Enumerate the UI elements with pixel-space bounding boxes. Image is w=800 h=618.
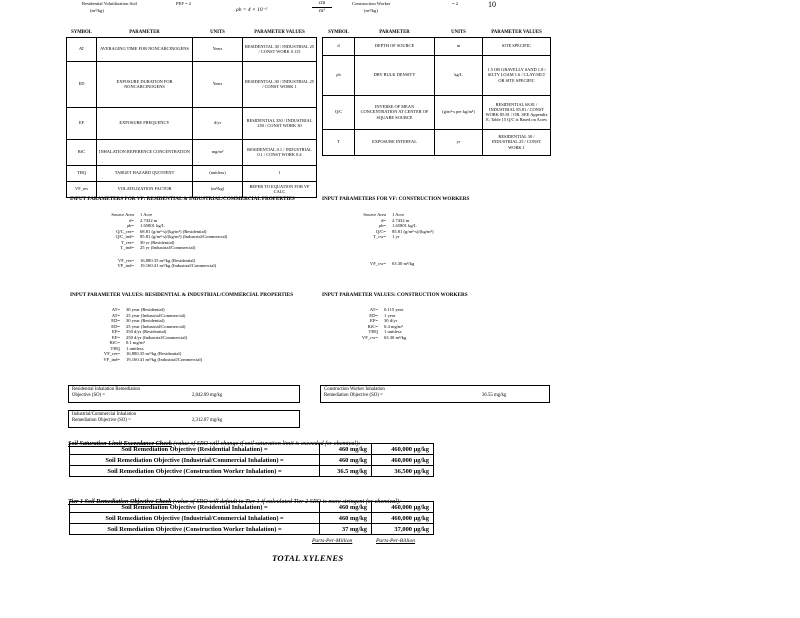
symbol-cell: THQ bbox=[67, 165, 97, 181]
sat-check-note: (value of SRO will change if soil saturation limit is exceeded for chemical): bbox=[171, 440, 361, 447]
box-value: 2,042.89 mg/kg bbox=[192, 392, 223, 398]
units-cell: mg/m³ bbox=[193, 139, 243, 165]
formula-left: ρb = 4 × 10⁻² bbox=[236, 7, 268, 13]
list-item: EF= 350 d/yr (Residential) bbox=[112, 329, 167, 334]
list-item: T_ind= 25 yr (Industrial/Commercial) bbox=[120, 245, 196, 250]
box-label: Objective (SO) = bbox=[72, 392, 106, 398]
value-cell: RESIDENTIAL 0.1 / INDUSTRIAL 0.1 / CONST WORK 0.4 bbox=[243, 139, 317, 165]
construction-result-box bbox=[320, 385, 550, 403]
tier-check-table bbox=[69, 501, 434, 535]
sro-label: Soil Remediation Objective (Industrial/Commercial Inhalation) = bbox=[70, 455, 320, 466]
units-cell: yr bbox=[435, 129, 483, 155]
list-item: THQ 1 unitless bbox=[368, 329, 402, 334]
units-cell: Years bbox=[193, 61, 243, 107]
header-cell: SYMBOL bbox=[323, 29, 355, 37]
table-row bbox=[67, 37, 317, 61]
sro-ug: 36,500 µg/kg bbox=[372, 466, 434, 477]
list-item bbox=[322, 247, 434, 254]
symbol-cell: d bbox=[323, 37, 355, 55]
value-cell: 1.5 OR GRAVELLY SAND 1.8 / SILTY LOAM 1.6 / CLAY/SILT OR SITE SPECIFIC bbox=[483, 55, 551, 95]
box-row bbox=[324, 393, 546, 399]
list-item: THQ 1 unitless bbox=[110, 345, 144, 351]
table-row bbox=[67, 165, 317, 181]
list-item: T_res= 30 yr (Residential) bbox=[120, 239, 175, 245]
table-header-row bbox=[67, 29, 317, 37]
sro-ug: 460,000 µg/kg bbox=[372, 513, 434, 524]
header-cell: UNITS bbox=[435, 29, 483, 37]
table-row bbox=[323, 55, 551, 95]
symbol-cell: VF_res bbox=[67, 181, 97, 197]
table-row bbox=[323, 95, 551, 129]
list-item: VF_ind= 19,160.41 m³/kg (Industrial/Commercial) bbox=[103, 356, 203, 362]
table-row bbox=[70, 524, 434, 535]
sro-mg: 37 mg/kg bbox=[320, 524, 372, 535]
box-title: Construction Worker Inhalation bbox=[324, 387, 385, 392]
cw-vf-units: (m³/kg) bbox=[364, 8, 378, 13]
box-row bbox=[72, 393, 296, 399]
list-item: Q/C_ind= 85.81 (g/m²-s)/(kg/m³) (Industrial/Commercial) bbox=[115, 234, 228, 239]
symbol-cell: EF bbox=[67, 107, 97, 139]
table-row bbox=[70, 502, 434, 513]
table-row bbox=[67, 139, 317, 165]
header-cell: PARAMETER bbox=[355, 29, 435, 37]
list-item: T_cw= 1 yr bbox=[372, 234, 400, 239]
formula-frac-top: cm bbox=[312, 0, 332, 8]
table-row bbox=[70, 466, 434, 477]
sro-ug: 37,000 µg/kg bbox=[372, 524, 434, 535]
sro-ug: 460,000 µg/kg bbox=[372, 444, 434, 455]
list-item: VF_res= 16,880.35 m³/kg (Residential) bbox=[103, 351, 182, 356]
parameter-cell: INHALATION REFERENCE CONCENTRATION bbox=[97, 139, 193, 165]
tier-check-title: Tier 1 Soil Remediation Objective Check bbox=[68, 498, 172, 505]
list-item: ED= 25 year (Industrial/Commercial) bbox=[111, 323, 186, 329]
parameter-cell: EXPOSURE INTERVAL bbox=[355, 129, 435, 155]
box-value: 2,312.87 mg/kg bbox=[192, 417, 223, 423]
parameter-cell: EXPOSURE DURATION FOR NONCARCINOGENS bbox=[97, 61, 193, 107]
parameter-cell: EXPOSURE FREQUENCY bbox=[97, 107, 193, 139]
list-item: VF_cw= 63.30 m³/kg bbox=[361, 334, 407, 340]
cw-vf-label: Construction Worker bbox=[352, 1, 391, 6]
sro-label: Soil Remediation Objective (Residential Inhalation) = bbox=[70, 444, 320, 455]
vf-cw-title: INPUT PARAMETERS FOR VF: CONSTRUCTION WORKERS bbox=[322, 196, 470, 202]
units-cell: kg/L bbox=[435, 55, 483, 95]
right-parameter-table bbox=[322, 29, 551, 156]
value-cell: RESIDENTIAL 30 / INDUSTRIAL 25 / CONST WORK 1 bbox=[243, 61, 317, 107]
chemical-name: TOTAL XYLENES bbox=[272, 553, 344, 563]
res-vf-label: Residential Volatilization Soil bbox=[82, 1, 137, 6]
sro-mg: 460 mg/kg bbox=[320, 444, 372, 455]
box-label: Remediation Objective (SO) = bbox=[72, 417, 131, 423]
parameter-cell: DRY BULK DENSITY bbox=[355, 55, 435, 95]
table-row bbox=[67, 61, 317, 107]
header-cell: PARAMETER VALUES bbox=[243, 29, 317, 37]
iv-res-list bbox=[70, 307, 202, 362]
list-item bbox=[322, 254, 434, 261]
value-cell: SITE SPECIFIC bbox=[483, 37, 551, 55]
box-value: 36.55 mg/kg bbox=[482, 392, 507, 398]
sro-label: Soil Remediation Objective (Residential Inhalation) = bbox=[70, 502, 320, 513]
header-cell: PARAMETER bbox=[97, 29, 193, 37]
table-row bbox=[67, 107, 317, 139]
list-item: AT= 30 year (Residential) bbox=[111, 307, 165, 312]
header-cell: PARAMETER VALUES bbox=[483, 29, 551, 37]
list-item: d= 2.7432 m bbox=[129, 217, 158, 223]
list-item: AT= 25 year (Industrial/Commercial) bbox=[111, 312, 186, 318]
res-vf-code: PEF = 2 bbox=[176, 1, 192, 6]
iv-res-title: INPUT PARAMETER VALUES: RESIDENTIAL & INDUSTRIAL/COMMERCIAL PROPERTIES bbox=[70, 292, 294, 298]
list-item: ρb= 1.65801 kg/L bbox=[378, 223, 417, 228]
sro-label: Soil Remediation Objective (Industrial/Commercial Inhalation) = bbox=[70, 513, 320, 524]
list-item: VF_cw= 63.30 m³/kg bbox=[369, 260, 415, 266]
iv-cw-title: INPUT PARAMETER VALUES: CONSTRUCTION WORKERS bbox=[322, 292, 468, 298]
units-cell: (unitless) bbox=[193, 165, 243, 181]
list-item: RfC= 0.1 mg/m³ bbox=[109, 340, 145, 345]
parameter-cell: TARGET HAZARD QUOTIENT bbox=[97, 165, 193, 181]
table-header-row bbox=[323, 29, 551, 37]
sro-ug: 460,000 µg/kg bbox=[372, 455, 434, 466]
symbol-cell: ED bbox=[67, 61, 97, 107]
sro-mg: 460 mg/kg bbox=[320, 513, 372, 524]
list-item: ED= 30 year (Residential) bbox=[111, 318, 165, 323]
sat-check-table bbox=[69, 443, 434, 477]
vf-res-title: INPUT PARAMETERS FOR VF: RESIDENTIAL & INDUSTRIAL/COMMERCIAL PROPERTIES bbox=[70, 196, 295, 202]
res-vf-units: (m³/kg) bbox=[90, 8, 104, 13]
symbol-cell: ρb bbox=[323, 55, 355, 95]
sro-label: Soil Remediation Objective (Construction Worker Inhalation) = bbox=[70, 466, 320, 477]
tier-check-note: (value of SRO will default to Tier 1 if calculated Tier 2 SRO is more stringent for chemical): bbox=[171, 498, 402, 505]
table-row bbox=[70, 444, 434, 455]
list-item: VF_res= 16,880.35 m³/kg (Residential) bbox=[117, 257, 196, 263]
parameter-cell: VOLATILIZATION FACTOR bbox=[97, 181, 193, 197]
units-cell: Years bbox=[193, 37, 243, 61]
parameter-cell: AVERAGING TIME FOR NONCARCINOGENS bbox=[97, 37, 193, 61]
box-title: Industrial/Commercial Inhalation bbox=[72, 412, 137, 417]
parameter-cell: DEPTH OF SOURCE bbox=[355, 37, 435, 55]
value-cell: RESIDENTIAL 30 / INDUSTRIAL 25 / CONST WORK 1 bbox=[483, 129, 551, 155]
list-item bbox=[322, 240, 434, 247]
sro-mg: 460 mg/kg bbox=[320, 502, 372, 513]
list-item: ρb= 1.65801 kg/L bbox=[126, 223, 165, 228]
box-label: Remediation Objective (SO) = bbox=[324, 392, 383, 398]
parameter-cell: INVERSE OF MEAN CONCENTRATION AT CENTER OF SQUARE SOURCE bbox=[355, 95, 435, 129]
symbol-cell: Q/C bbox=[323, 95, 355, 129]
value-cell: RESIDENTIAL 350 / INDUSTRIAL 250 / CONST WORK 30 bbox=[243, 107, 317, 139]
sro-ug: 460,000 µg/kg bbox=[372, 502, 434, 513]
list-item: Source Area 1 Acre bbox=[363, 212, 405, 217]
sro-mg: 36.5 mg/kg bbox=[320, 466, 372, 477]
list-item: Source Area 1 Acre bbox=[111, 212, 153, 217]
symbol-cell: T bbox=[323, 129, 355, 155]
cw-vf-code: = 2 bbox=[452, 1, 459, 6]
value-cell: REFER TO EQUATION FOR VF CALC bbox=[243, 181, 317, 197]
table-row bbox=[323, 129, 551, 155]
value-cell: RESIDENTIAL 30 / INDUSTRIAL 25 / CONST WORK 0.115 bbox=[243, 37, 317, 61]
table-row bbox=[70, 513, 434, 524]
page-number: 10 bbox=[488, 0, 496, 9]
iv-cw-list bbox=[322, 307, 406, 340]
units-cell: m bbox=[435, 37, 483, 55]
formula-frac-bot: m³ bbox=[319, 8, 325, 14]
vf-cw-list bbox=[322, 212, 434, 266]
list-item: VF_ind= 19,160.41 m³/kg (Industrial/Commercial) bbox=[117, 263, 217, 268]
vf-res-list bbox=[70, 212, 227, 269]
units-cell: (m³/kg) bbox=[193, 181, 243, 197]
value-cell: 1 bbox=[243, 165, 317, 181]
list-item: EF= 30 d/yr bbox=[370, 318, 398, 323]
ppm-label: Parts-Per-Million bbox=[312, 538, 353, 544]
table-row bbox=[67, 181, 317, 197]
box-title: Residential Inhalation Remediation bbox=[72, 387, 140, 392]
list-item: ED= 1 year bbox=[369, 312, 396, 318]
list-item: EF= 250 d/yr (Industrial/Commercial) bbox=[112, 334, 188, 340]
symbol-cell: AT bbox=[67, 37, 97, 61]
box-row bbox=[72, 418, 296, 424]
header-cell: UNITS bbox=[193, 29, 243, 37]
list-item: d= 2.7432 m bbox=[381, 217, 410, 223]
sat-check-title: Soil Saturation Limit Exceedance Check bbox=[68, 440, 172, 447]
table-row bbox=[323, 37, 551, 55]
list-item: RfC= 0.4 mg/m³ bbox=[367, 323, 403, 329]
symbol-cell: RfC bbox=[67, 139, 97, 165]
left-parameter-table bbox=[66, 29, 317, 198]
table-row bbox=[70, 455, 434, 466]
ppb-label: Parts-Per-Billion bbox=[376, 538, 416, 544]
sro-label: Soil Remediation Objective (Construction Worker Inhalation) = bbox=[70, 524, 320, 535]
header-cell: SYMBOL bbox=[67, 29, 97, 37]
residential-result-box bbox=[68, 385, 300, 403]
sro-mg: 460 mg/kg bbox=[320, 455, 372, 466]
units-cell: d/yr bbox=[193, 107, 243, 139]
list-item: Q/C= 85.81 (g/m²-s)/(kg/m³) bbox=[375, 228, 434, 234]
list-item: Q/C_res= 68.81 (g/m²-s)/(kg/m³) (Residential) bbox=[116, 228, 207, 234]
value-cell: RESIDENTIAL 68.81 / INDUSTRIAL 85.81 / CONST WORK 85.81 / OR, SEE Appendix E, Table 15 Q/C is Based on Acres bbox=[483, 95, 551, 129]
list-item: AT= 0.115 year bbox=[369, 307, 404, 312]
list-item bbox=[70, 251, 227, 258]
industrial-result-box bbox=[68, 410, 300, 428]
units-cell: (g/m²-s per kg/m³) bbox=[435, 95, 483, 129]
